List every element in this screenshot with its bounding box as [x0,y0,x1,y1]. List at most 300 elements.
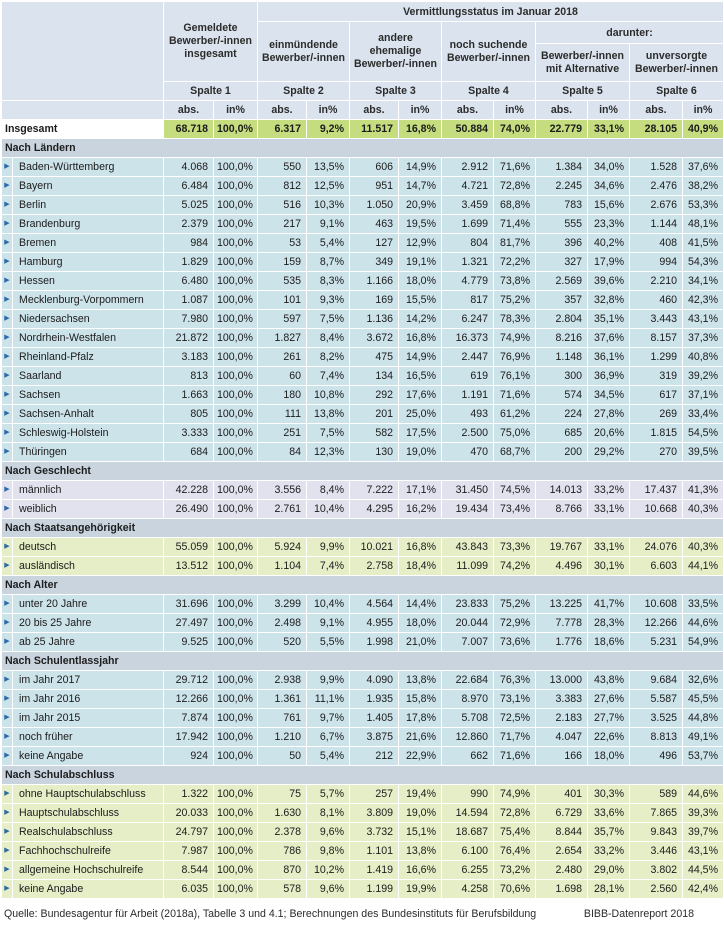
value-abs: 783 [536,196,588,215]
value-abs: 3.183 [164,348,214,367]
value-abs: 11.517 [350,120,399,139]
value-pct: 34,5% [588,386,630,405]
triangle-right-icon: ▶ [2,747,13,766]
value-abs: 20.033 [164,804,214,823]
value-abs: 24.076 [630,538,683,557]
value-pct: 100,0% [214,272,258,291]
value-pct: 100,0% [214,595,258,614]
value-abs: 20.044 [442,614,494,633]
value-abs: 5.924 [258,538,307,557]
col3-title: andere ehemalige Bewerber/-innen [350,22,442,82]
value-abs: 3.809 [350,804,399,823]
value-abs: 84 [258,443,307,462]
value-abs: 17.942 [164,728,214,747]
value-pct: 78,3% [494,310,536,329]
value-abs: 11.099 [442,557,494,576]
value-pct: 53,3% [683,196,724,215]
darunter-label: darunter: [536,22,724,44]
value-pct: 8,4% [307,481,350,500]
value-abs: 1.087 [164,291,214,310]
value-pct: 39,5% [683,443,724,462]
triangle-right-icon: ▶ [2,443,13,462]
value-pct: 73,8% [494,272,536,291]
value-abs: 27.497 [164,614,214,633]
value-abs: 7.007 [442,633,494,652]
value-pct: 40,9% [683,120,724,139]
table-row [2,709,724,728]
value-pct: 13,8% [307,405,350,424]
value-abs: 18.687 [442,823,494,842]
value-pct: 19,1% [399,253,442,272]
value-abs: 31.450 [442,481,494,500]
value-pct: 100,0% [214,614,258,633]
value-pct: 27,6% [588,690,630,709]
value-pct: 100,0% [214,253,258,272]
value-pct: 19,5% [399,215,442,234]
value-pct: 19,9% [399,880,442,899]
value-pct: 43,8% [588,671,630,690]
table-row [2,196,724,215]
row-label: Brandenburg [13,215,164,234]
value-pct: 17,9% [588,253,630,272]
value-abs: 2.210 [630,272,683,291]
value-pct: 5,5% [307,633,350,652]
value-abs: 7.874 [164,709,214,728]
value-abs: 26.490 [164,500,214,519]
table-row [2,367,724,386]
value-pct: 18,4% [399,557,442,576]
value-abs: 990 [442,785,494,804]
value-abs: 606 [350,158,399,177]
value-pct: 16,8% [399,538,442,557]
value-abs: 50.884 [442,120,494,139]
value-abs: 300 [536,367,588,386]
triangle-right-icon: ▶ [2,158,13,177]
value-pct: 43,1% [683,842,724,861]
value-abs: 574 [536,386,588,405]
value-abs: 1.663 [164,386,214,405]
value-pct: 9,9% [307,538,350,557]
value-abs: 269 [630,405,683,424]
value-abs: 1.630 [258,804,307,823]
value-abs: 1.361 [258,690,307,709]
value-pct: 14,2% [399,310,442,329]
value-pct: 41,7% [588,595,630,614]
value-abs: 5.708 [442,709,494,728]
value-pct: 15,8% [399,690,442,709]
value-pct: 39,3% [683,804,724,823]
value-pct: 20,6% [588,424,630,443]
value-abs: 3.383 [536,690,588,709]
value-abs: 1.935 [350,690,399,709]
value-abs: 535 [258,272,307,291]
value-pct: 14,9% [399,348,442,367]
value-abs: 6.100 [442,842,494,861]
value-pct: 48,1% [683,215,724,234]
value-abs: 55.059 [164,538,214,557]
value-pct: 100,0% [214,538,258,557]
value-abs: 804 [442,234,494,253]
table-row [2,633,724,652]
value-abs: 2.379 [164,215,214,234]
value-abs: 1.699 [442,215,494,234]
value-pct: 9,1% [307,215,350,234]
value-pct: 34,1% [683,272,724,291]
triangle-right-icon: ▶ [2,785,13,804]
value-abs: 3.732 [350,823,399,842]
row-label: 20 bis 25 Jahre [13,614,164,633]
value-pct: 53,7% [683,747,724,766]
triangle-right-icon: ▶ [2,405,13,424]
row-label: noch früher [13,728,164,747]
value-abs: 1.405 [350,709,399,728]
value-pct: 16,2% [399,500,442,519]
value-pct: 16,8% [399,329,442,348]
value-pct: 13,5% [307,158,350,177]
value-abs: 2.560 [630,880,683,899]
brand-label: BIBB-Datenreport 2018 [583,908,694,920]
row-label: keine Angabe [13,880,164,899]
value-abs: 14.594 [442,804,494,823]
value-abs: 5.587 [630,690,683,709]
value-abs: 685 [536,424,588,443]
table-row [2,291,724,310]
unit-abs: abs. [258,101,307,120]
value-abs: 4.258 [442,880,494,899]
value-pct: 14,7% [399,177,442,196]
value-abs: 3.525 [630,709,683,728]
triangle-right-icon: ▶ [2,215,13,234]
triangle-right-icon: ▶ [2,861,13,880]
triangle-right-icon: ▶ [2,880,13,899]
value-abs: 4.090 [350,671,399,690]
table-row [2,880,724,899]
value-abs: 7.980 [164,310,214,329]
value-abs: 460 [630,291,683,310]
triangle-right-icon: ▶ [2,424,13,443]
value-abs: 257 [350,785,399,804]
triangle-right-icon: ▶ [2,291,13,310]
value-abs: 2.569 [536,272,588,291]
value-pct: 54,5% [683,424,724,443]
value-pct: 32,6% [683,671,724,690]
value-pct: 73,6% [494,633,536,652]
table-row [2,272,724,291]
value-abs: 1.199 [350,880,399,899]
value-pct: 76,4% [494,842,536,861]
value-pct: 10,3% [307,196,350,215]
value-abs: 2.758 [350,557,399,576]
spalte-1: Spalte 1 [164,82,258,101]
table-row [2,405,724,424]
value-abs: 60 [258,367,307,386]
value-abs: 4.955 [350,614,399,633]
value-abs: 1.166 [350,272,399,291]
table-row [2,329,724,348]
value-pct: 100,0% [214,348,258,367]
value-pct: 19,4% [399,785,442,804]
value-pct: 100,0% [214,158,258,177]
value-abs: 4.564 [350,595,399,614]
value-abs: 21.872 [164,329,214,348]
table-row [2,386,724,405]
section-header [2,766,724,785]
row-label: weiblich [13,500,164,519]
value-pct: 61,2% [494,405,536,424]
value-pct: 68,7% [494,443,536,462]
value-abs: 292 [350,386,399,405]
row-label: deutsch [13,538,164,557]
value-abs: 496 [630,747,683,766]
row-label: keine Angabe [13,747,164,766]
triangle-right-icon: ▶ [2,709,13,728]
value-pct: 100,0% [214,386,258,405]
unit-abs: abs. [350,101,399,120]
triangle-right-icon: ▶ [2,595,13,614]
value-pct: 21,6% [399,728,442,747]
value-abs: 3.672 [350,329,399,348]
value-abs: 23.833 [442,595,494,614]
value-pct: 75,2% [494,595,536,614]
value-abs: 251 [258,424,307,443]
value-pct: 39,6% [588,272,630,291]
value-abs: 1.321 [442,253,494,272]
value-abs: 8.157 [630,329,683,348]
value-pct: 71,7% [494,728,536,747]
value-abs: 200 [536,443,588,462]
value-pct: 72,8% [494,177,536,196]
table-row [2,253,724,272]
value-pct: 9,7% [307,709,350,728]
value-abs: 555 [536,215,588,234]
row-label: Realschulabschluss [13,823,164,842]
section-title: Nach Schulentlassjahr [2,652,724,671]
value-pct: 7,5% [307,310,350,329]
value-pct: 40,8% [683,348,724,367]
value-pct: 9,9% [307,671,350,690]
value-abs: 1.815 [630,424,683,443]
value-pct: 100,0% [214,557,258,576]
row-label: ab 25 Jahre [13,633,164,652]
unit-abs: abs. [442,101,494,120]
value-abs: 6.247 [442,310,494,329]
value-abs: 6.317 [258,120,307,139]
value-abs: 761 [258,709,307,728]
row-label: männlich [13,481,164,500]
value-pct: 100,0% [214,861,258,880]
value-pct: 20,9% [399,196,442,215]
value-pct: 42,4% [683,880,724,899]
value-abs: 2.476 [630,177,683,196]
value-pct: 18,6% [588,633,630,652]
value-pct: 33,6% [588,804,630,823]
table-row [2,785,724,804]
spalte-2: Spalte 2 [258,82,350,101]
value-pct: 100,0% [214,842,258,861]
value-abs: 1.827 [258,329,307,348]
value-abs: 4.068 [164,158,214,177]
value-pct: 18,0% [399,614,442,633]
unit-abs: abs. [164,101,214,120]
value-abs: 3.802 [630,861,683,880]
value-abs: 1.998 [350,633,399,652]
value-pct: 100,0% [214,215,258,234]
value-abs: 1.322 [164,785,214,804]
value-abs: 6.729 [536,804,588,823]
value-pct: 12,9% [399,234,442,253]
total-row [2,120,724,139]
value-pct: 76,9% [494,348,536,367]
value-abs: 24.797 [164,823,214,842]
value-pct: 11,1% [307,690,350,709]
source-note: Quelle: Bundesagentur für Arbeit (2018a), Tabelle 3 und 4.1; Berechnungen des Bundesinstituts für Berufsbildung [4,908,537,920]
value-abs: 327 [536,253,588,272]
value-abs: 493 [442,405,494,424]
row-label: im Jahr 2015 [13,709,164,728]
value-pct: 40,3% [683,500,724,519]
row-label: allgemeine Hochschulreife [13,861,164,880]
value-abs: 2.480 [536,861,588,880]
value-pct: 44,6% [683,614,724,633]
value-abs: 817 [442,291,494,310]
value-pct: 33,4% [683,405,724,424]
value-abs: 19.434 [442,500,494,519]
row-label: Fachhochschulreife [13,842,164,861]
value-abs: 9.525 [164,633,214,652]
value-abs: 1.144 [630,215,683,234]
value-pct: 22,6% [588,728,630,747]
value-pct: 5,4% [307,747,350,766]
value-abs: 3.875 [350,728,399,747]
value-pct: 7,4% [307,367,350,386]
value-abs: 4.047 [536,728,588,747]
value-pct: 76,3% [494,671,536,690]
value-abs: 166 [536,747,588,766]
value-pct: 100,0% [214,310,258,329]
value-pct: 37,1% [683,386,724,405]
triangle-right-icon: ▶ [2,804,13,823]
value-pct: 40,3% [683,538,724,557]
value-abs: 19.767 [536,538,588,557]
value-abs: 5.231 [630,633,683,652]
value-abs: 169 [350,291,399,310]
value-pct: 28,3% [588,614,630,633]
triangle-right-icon: ▶ [2,348,13,367]
value-abs: 68.718 [164,120,214,139]
value-abs: 1.698 [536,880,588,899]
section-title: Nach Schulabschluss [2,766,724,785]
value-abs: 1.419 [350,861,399,880]
value-pct: 28,1% [588,880,630,899]
value-pct: 37,6% [683,158,724,177]
value-pct: 100,0% [214,120,258,139]
table-row [2,728,724,747]
value-pct: 9,1% [307,614,350,633]
value-pct: 14,4% [399,595,442,614]
value-pct: 37,6% [588,329,630,348]
value-pct: 33,2% [588,481,630,500]
section-title: Nach Alter [2,576,724,595]
value-pct: 13,8% [399,842,442,861]
value-pct: 33,2% [588,842,630,861]
value-abs: 994 [630,253,683,272]
col2-title: einmündende Bewerber/-innen [258,22,350,82]
value-abs: 1.104 [258,557,307,576]
row-label: Bayern [13,177,164,196]
value-abs: 5.025 [164,196,214,215]
table-row [2,443,724,462]
table-row [2,424,724,443]
value-pct: 100,0% [214,367,258,386]
value-abs: 1.148 [536,348,588,367]
value-pct: 100,0% [214,880,258,899]
value-pct: 29,0% [588,861,630,880]
table-row [2,158,724,177]
value-pct: 10,2% [307,861,350,880]
triangle-right-icon: ▶ [2,842,13,861]
value-pct: 44,6% [683,785,724,804]
triangle-right-icon: ▶ [2,823,13,842]
value-abs: 1.191 [442,386,494,405]
table-row [2,804,724,823]
value-abs: 8.970 [442,690,494,709]
value-pct: 68,8% [494,196,536,215]
value-pct: 33,1% [588,120,630,139]
value-abs: 8.766 [536,500,588,519]
triangle-right-icon: ▶ [2,177,13,196]
value-pct: 49,1% [683,728,724,747]
table-row [2,842,724,861]
triangle-right-icon: ▶ [2,614,13,633]
row-label: Hamburg [13,253,164,272]
table-row [2,348,724,367]
value-pct: 100,0% [214,747,258,766]
value-abs: 4.721 [442,177,494,196]
section-title: Nach Staatsangehörigkeit [2,519,724,538]
value-abs: 53 [258,234,307,253]
value-pct: 15,1% [399,823,442,842]
triangle-right-icon: ▶ [2,234,13,253]
value-pct: 13,8% [399,671,442,690]
value-pct: 35,1% [588,310,630,329]
value-pct: 100,0% [214,709,258,728]
value-abs: 217 [258,215,307,234]
value-abs: 14.013 [536,481,588,500]
value-pct: 27,8% [588,405,630,424]
row-label: Sachsen [13,386,164,405]
triangle-right-icon: ▶ [2,310,13,329]
table-row [2,823,724,842]
value-abs: 6.480 [164,272,214,291]
value-abs: 1.299 [630,348,683,367]
value-pct: 71,6% [494,158,536,177]
section-header [2,462,724,481]
triangle-right-icon: ▶ [2,253,13,272]
value-pct: 14,9% [399,158,442,177]
value-abs: 7.778 [536,614,588,633]
value-pct: 100,0% [214,234,258,253]
row-label: Sachsen-Anhalt [13,405,164,424]
value-pct: 33,1% [588,500,630,519]
value-pct: 7,4% [307,557,350,576]
triangle-right-icon: ▶ [2,671,13,690]
value-abs: 319 [630,367,683,386]
value-abs: 28.105 [630,120,683,139]
value-pct: 75,0% [494,424,536,443]
value-abs: 29.712 [164,671,214,690]
value-abs: 812 [258,177,307,196]
table-row [2,310,724,329]
